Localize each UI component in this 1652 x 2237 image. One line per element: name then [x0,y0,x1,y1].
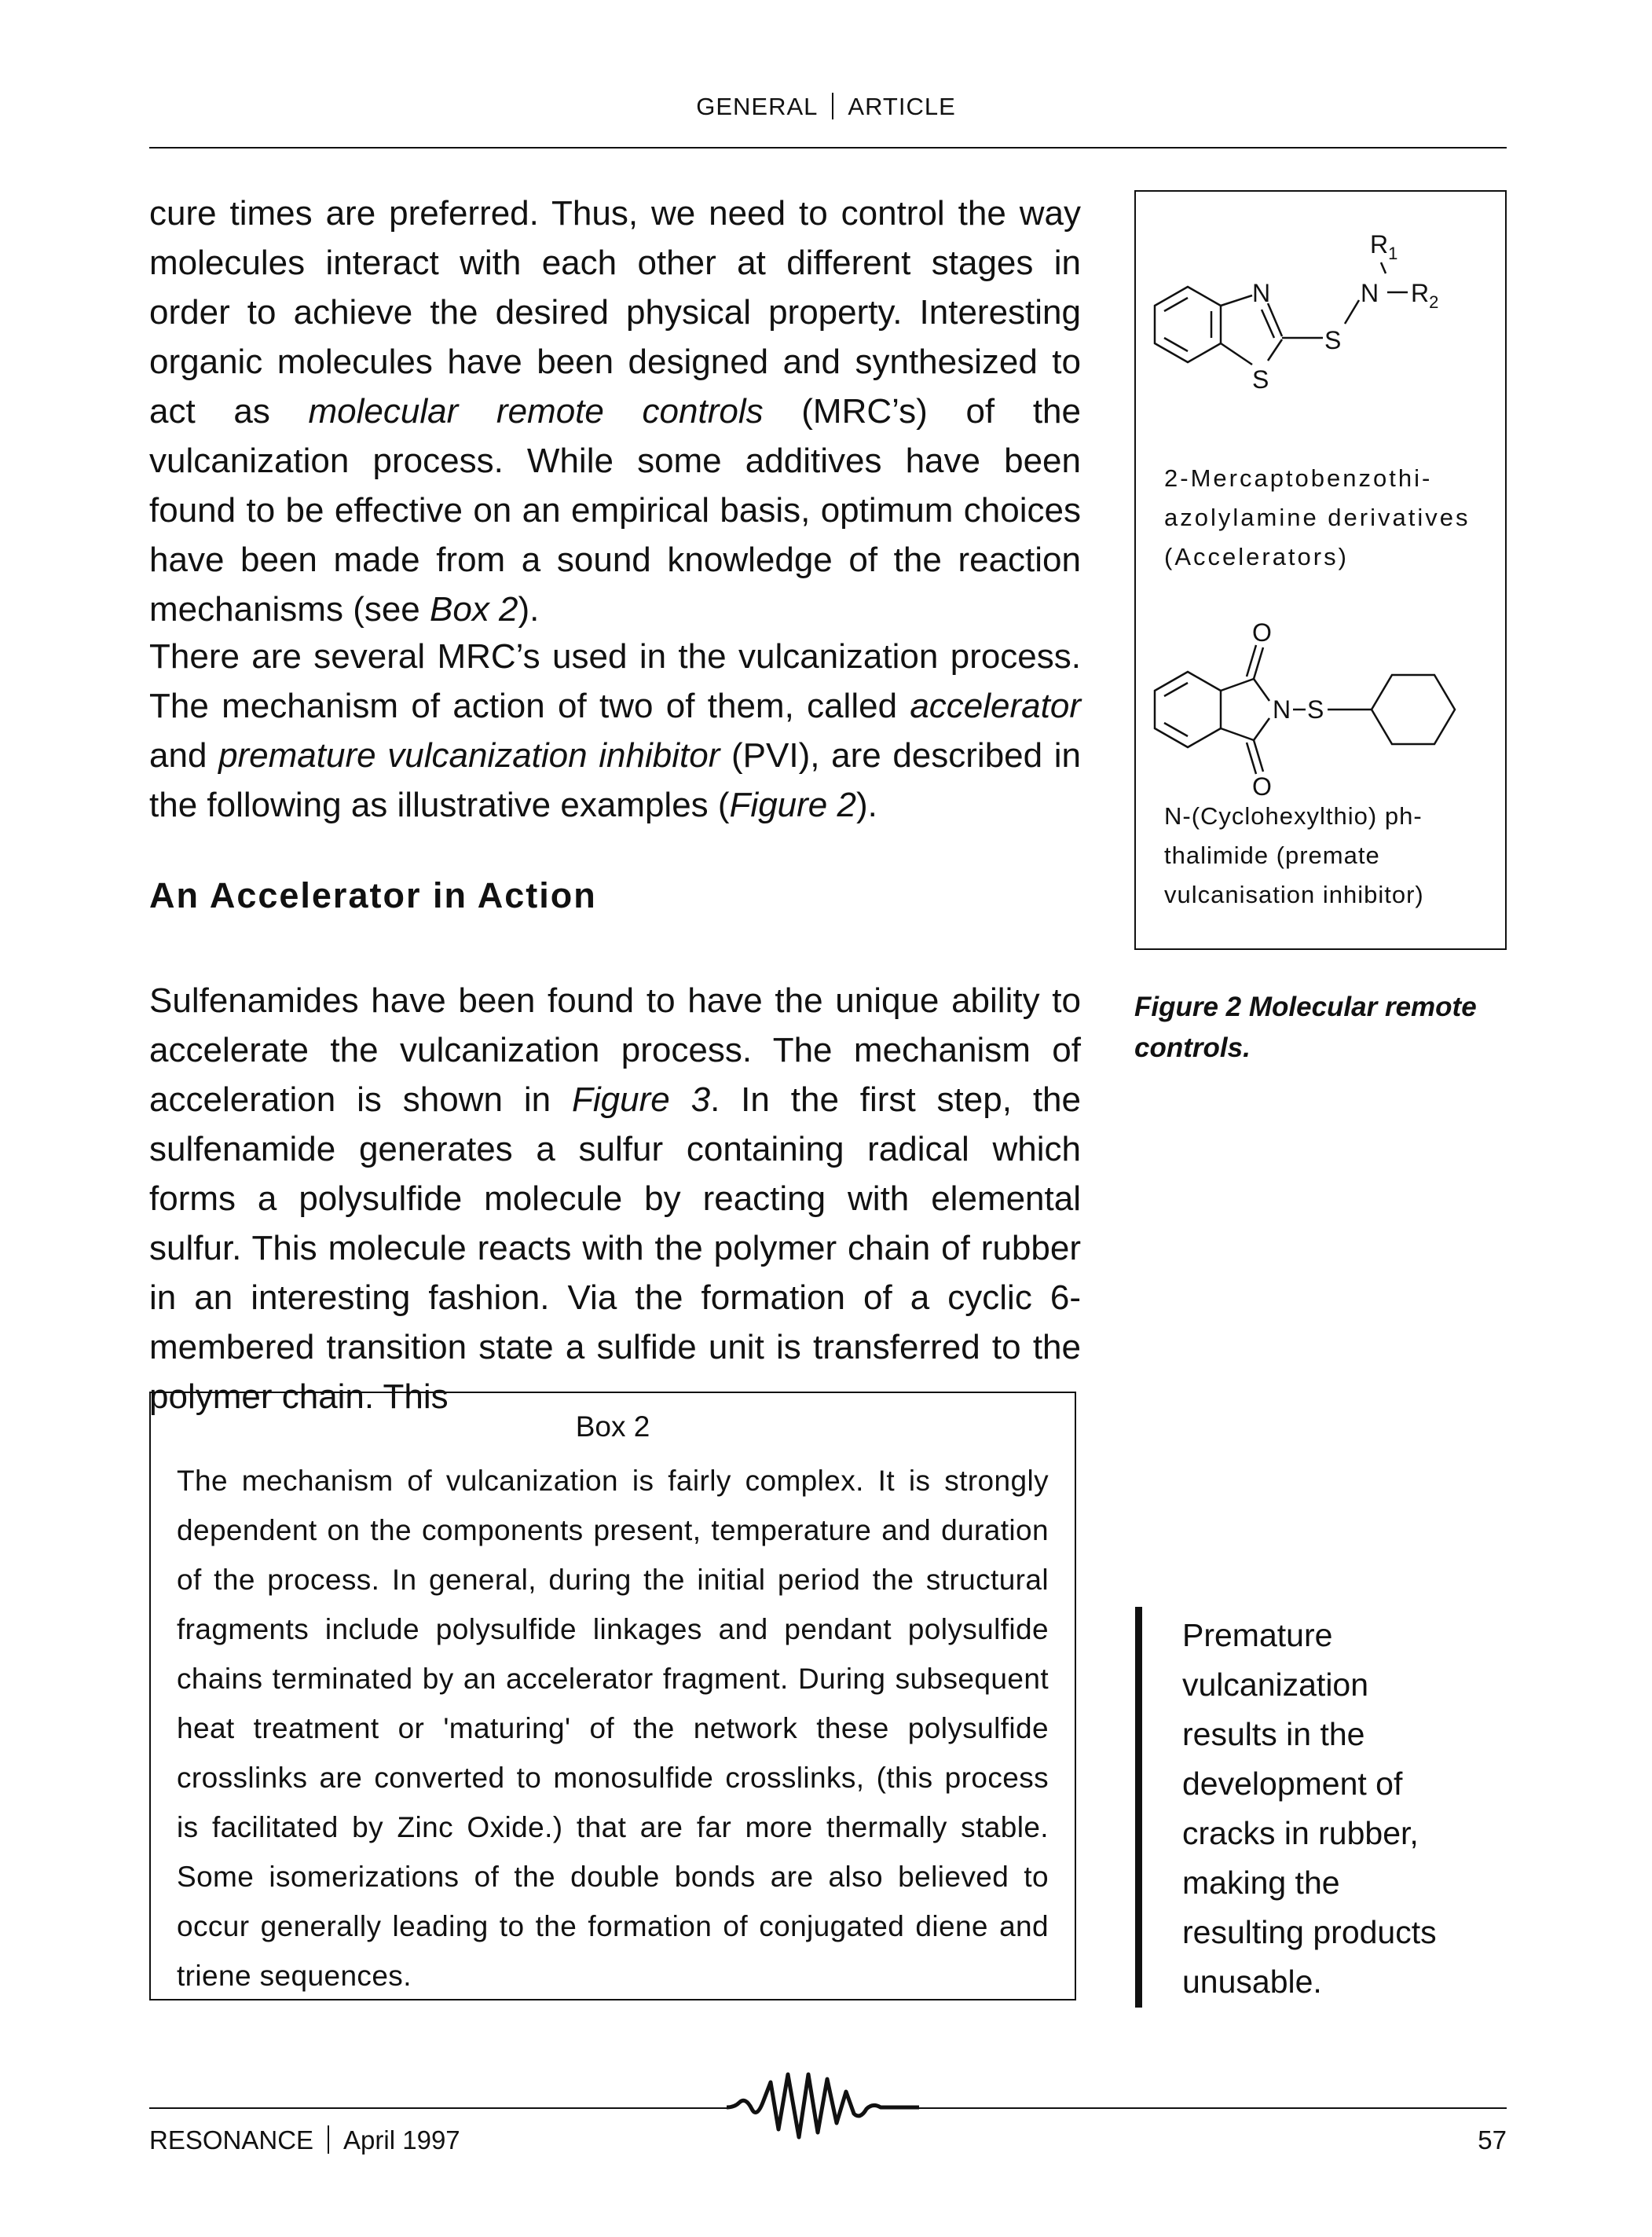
pullquote-line: results in the [1182,1716,1365,1752]
r2-label: $R_2$ [1411,279,1439,312]
footer-date: April 1997 [343,2125,460,2154]
cyclohexylthio-phthalimide-structure [1136,600,1505,797]
para1-text-b: (MRC’s) of the vulcanization process. While some additives have been found to be effective on an empirical basis, optimum choices have been made from a sound knowledge of the reaction mechanisms (see [149,392,1081,629]
figure2-reference: Figure 2 [729,786,856,824]
atom-s: S [1307,695,1324,724]
figure-2-panel [1134,190,1507,950]
r1-label: $R_1$ [1370,230,1398,263]
box2 [149,1392,1076,2000]
pullquote-line: unusable. [1182,1964,1322,2000]
atom-o-top: O [1252,618,1272,647]
header-rule [149,147,1507,149]
atom-n: N [1273,695,1291,724]
atom-s-chain: S [1324,326,1342,354]
mercaptobenzothiazolylamine-structure [1136,200,1505,435]
section-heading: An Accelerator in Action [149,875,597,915]
atom-n: N [1252,279,1271,307]
mol2-caption-line: N-(Cyclohexylthio) ph- [1164,802,1423,830]
pullquote-line: resulting products [1182,1914,1437,1950]
box2-text: The mechanism of vulcanization is fairly complex. It is strongly dependent on the components present, temperature and duration of the process. In general, during the initial period the structural fragments include polysulfide linkages and pendant polysulfide chains terminated by an accelerator fragment. During subsequent heat treatment or 'maturing' of the network these polysulfide crosslinks are converted to monosulfide crosslinks, (this process is facilitated by Zinc Oxide.) that are far more thermally stable. Some isomerizations of the double bonds are also believed to occur generally leading to the formation of conjugated diene and triene sequences. [177,1465,1049,1992]
footer-separator [328,2125,329,2154]
para2-text-b: and [149,736,219,775]
mol1-caption-line: azolylamine derivatives [1164,504,1471,531]
para3-text-a: Sulfenamides have been found to have the unique ability to accelerate the vulcanization process. The mechanism of acceleration is shown in [149,981,1081,1119]
pullquote-line: making the [1182,1865,1340,1901]
header-type-label: ARTICLE [848,93,956,120]
mol1-caption-line: 2-Mercaptobenzothi- [1164,464,1433,492]
footer-journal-info [149,2125,460,2155]
pullquote-line: vulcanization [1182,1667,1369,1703]
footer-rule-right [918,2107,1507,2109]
para2-italic-accelerator: accelerator [910,687,1081,725]
para2-italic-pvi: premature vulcanization inhibitor [218,736,720,775]
body-paragraph-1 [149,189,1081,634]
para2-text-a: There are several MRC’s used in the vulcanization process. The mechanism of action of two of them, called [149,637,1081,725]
pullquote-line: Premature [1182,1617,1333,1653]
box2-reference: Box 2 [430,590,518,629]
pullquote-line: cracks in rubber, [1182,1815,1419,1851]
para2-text-c: (PVI), are described in the following as illustrative examples ( [149,736,1082,824]
body-paragraph-3 [149,976,1081,1421]
para1-italic: molecular remote controls [308,392,764,431]
page-number: 57 [1478,2125,1507,2154]
para2-end: ). [855,786,877,824]
para3-text-b: . In the first step, the sulfenamide generates a sulfur containing radical which forms a polysulfide molecule by reacting with elemental sulfur. This molecule reacts with the polymer chain of rubber in an interesting fashion. Via the formation of a cyclic 6-membered transition state a sulfide unit is transferred to the polymer chain. This [149,1080,1081,1416]
mol2-caption [1164,797,1486,915]
mol1-caption-line: (Accelerators) [1164,543,1349,570]
resonance-wave-logo [727,2068,919,2147]
para1-text: cure times are preferred. Thus, we need to control the way molecules interact with each other at different stages in order to achieve the desired physical property. Interesting organic molecules have been designed and synthesized to act as [149,194,1081,431]
figure-caption: Figure 2 Molecular remote controls. [1134,992,1477,1063]
pullquote [1182,1611,1512,2007]
header-section-label: GENERAL [696,93,819,120]
pullquote-line: development of [1182,1766,1403,1802]
footer-journal: RESONANCE [149,2125,314,2154]
running-header [0,93,1652,121]
box2-title: Box 2 [575,1410,650,1443]
atom-s-ring: S [1252,365,1269,394]
mol2-caption-line: thalimide (premate [1164,842,1380,869]
footer-rule-left [149,2107,729,2109]
body-paragraph-2 [149,632,1081,830]
figure3-reference: Figure 3 [571,1080,711,1119]
pullquote-bar [1135,1607,1142,2008]
atom-n-amine: N [1361,279,1379,307]
mol2-caption-line: vulcanisation inhibitor) [1164,881,1424,908]
atom-o-bottom: O [1252,772,1272,797]
mol1-caption [1164,459,1486,577]
para1-end: ). [518,590,540,629]
header-separator [832,93,833,119]
